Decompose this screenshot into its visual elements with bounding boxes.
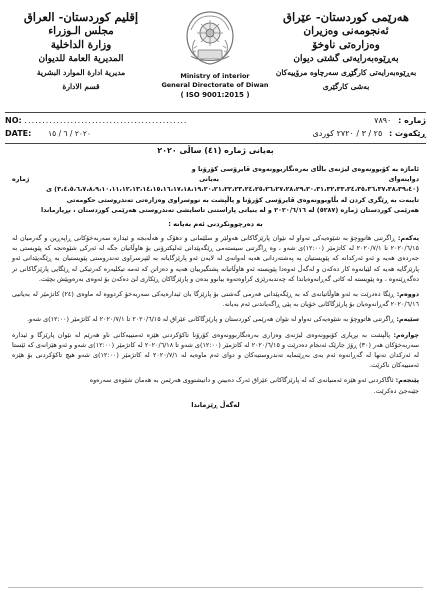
article-5-tail: جێبەجێ دەکرێت. <box>373 386 419 395</box>
article-3-text: ڕاگرتنی هاتووچۆ بە شێوەیەکی تەواو لە نێوان هەرێمی کوردستان و پارێزگاکانی عێراق لە ٢٠٢٠/٦/١٥ تا ٢٠٢٠/٧/١ لە کاتژمێر (١٢:٠٠)ی شەو. <box>27 315 397 324</box>
intro-line: ئاماژە بە کۆبوونەوەی لیژنەی باڵای بەرەنگاربوونەوەی ڤایرۆسی کۆرۆنا و <box>191 165 419 173</box>
article-2-text: ڕێگا دەدرێت بە ئەو هاوڵاتیانەی کە بە ڕێگەپێدانی فەرمی گەشتی بۆ پارێزگا بان ئیدارەیەکی سەربەخۆ کردووە لە ماوەی (٢٤) کاتژمێر لە بەیانیی ٢٠٢٠/٦/١٦ گەڕانەوەیان بۆ پارێزگاکانی خۆیان بە پێی ڕاگەیاندنی ئەم بەیانە. <box>12 290 419 309</box>
header-kurdish-line: بەشی کارگێری <box>322 82 370 91</box>
directorate-name-en: General Directorate of Diwan <box>161 81 269 89</box>
ref-number-ku <box>374 116 426 125</box>
closing-salutation: لەگەڵ ڕێزماندا <box>191 400 240 409</box>
kurdistan-emblem-icon <box>181 6 239 68</box>
ref-no-label: NO: <box>5 116 22 125</box>
document-body <box>12 146 419 414</box>
footer-divider <box>8 587 423 588</box>
reference-block <box>5 114 426 144</box>
intro-paragraph <box>12 164 419 215</box>
ministry-caption <box>150 72 280 100</box>
ref-no <box>5 116 187 125</box>
ref-date-ku-value: ٢٥ / ٣ / ٢٧٢٠ کوردی <box>312 129 383 138</box>
header-kurdish-line: بەڕێوەبەرایەتی کارگێڕی سەرچاوە مرۆییەکان <box>275 68 417 77</box>
article-2-lead: دووەم: <box>396 290 419 299</box>
header-kurdish-line: بەڕێوەبەرایەتی گشتی دیوان <box>293 54 399 64</box>
ref-number-label: ژمارە : <box>398 116 426 125</box>
header-arabic-line: مجلس الـوزراء <box>48 25 114 37</box>
intro-line: دواینەوای بەیانی ژمارە (٣،٤،٥،٦،٧،٨،٩،١٠،١١،١٢،١٣،١٤،١٥،١٦،١٧،١٨،١٩،٢٠،٢١،٢٢،٢٣،٢٤،٢٥،٢٦،٢٧،٢٨،٢٩،٣٠،٣١،٣٢،٣٣،٣٤،٣٥،٣٦،٣٧،٣٨،٣٩،٤٠) ی <box>12 175 419 194</box>
header-arabic-line: المديرية العامة للديوان <box>38 54 124 64</box>
ref-no-dots: .............................................. <box>24 116 188 125</box>
ministry-name-en: Ministry of interior <box>180 72 250 80</box>
header-arabic <box>6 10 156 94</box>
intro-line: هەرێمی کوردستان ژمارە (٥٢٨٧) لە ٢٠٢٠/٦/١٦ و لە بنیاتی پاراستنی تاسایشی تەندروستی هەرێمی کوردستان ، بڕیارماندا <box>40 205 419 214</box>
header-kurdish-line: هەرێمی کوردستان- عێراق <box>283 10 409 24</box>
reference-divider <box>5 143 426 144</box>
ref-date-value: ٢٠٢٠ / ٦ / ١٥ <box>48 129 91 138</box>
article-4-lead: چوارەم: <box>393 330 419 339</box>
header-kurdish-line: ئەنجومەنی وەزیران <box>303 25 389 37</box>
article-3-lead: سێیەم: <box>396 315 419 324</box>
ref-date-ku-label: ڕێکەوت : <box>389 129 426 138</box>
ref-date-label: DATE: <box>5 129 32 138</box>
article-5-text: ئاگاکردنی ئەو هێزە ئەمنیانەی کە لە پارێزگاکانی عێراق ئەرک دەبینن و داتیشتووی هەرێمن بە هەمان شێوەی سەرەوە <box>89 376 396 385</box>
article-5-lead: پێنجەم: <box>395 376 419 385</box>
intro-line: تایبەت بە ڕێگری کردن لە بڵاوبوونەوەی ڤایرۆسی کۆرۆنا و پاڵپشت بە نووسراوی وەزارەتی تەندروستی حکومەتی <box>66 195 419 204</box>
ref-date-ku <box>312 129 426 138</box>
ref-date <box>5 129 91 138</box>
intro-conclusion: بە دەرچوونکردنی ئەم بەیانە : <box>168 220 263 229</box>
article-1-lead: یەکەم: <box>397 234 419 243</box>
header-divider <box>5 112 426 113</box>
header-arabic-line: مديرية ادارة الموارد البشرية <box>36 68 126 77</box>
article-1-text: ڕاگرتنی هاتووچۆ بە شێوەیەکی تەواو لە نێوان پارێزگاکانی هەولێر و سلێمانی و دهۆک و هەڵەبجە و ئیدارە سەربەخۆکانی ڕاپەڕین و گەرمیان لە ٢٠٢٠/٦/١٥ تا ٢٠٢٠/٧/١ لە کاتژمێر (١٢:٠٠)ی شەو ، وە ڕاگرتنی سیستەمی ڕێگەپێدانی ئەلیکترۆنی بۆ هاوڵاتیان جگە لە ئەرکی شێوەنجە کە پێویستی بە جەردەی هەیە و ئەو ئەرکدانە کە پێویستیان بە پەشتەردانی هەیە لەوانەی لە لایەن ئەو پارێزگایانە بە لێپرسراوی تەندروستی پێویستیان بە ڕێگەپێدانی ئەو پارێزگایە هەیە کە لێیانەوە کار دەکەن و لەگەڵ ئەوەدا پێویستە ئەو هاوڵاتیانە پشتگیرییان هەیە و دەزانن کە ئەمە تیکلیەرە کەرتیکی لە ڕێگایی پارێزگاکانی تر دەگەڕێنەوە ، وە پێویستە لە کاتی گەڕانەوەیاندا کە چەندبەرێزی کراوەتەوە بیانوو بدەن و پارێزگاکان ڕێکاری لێ دەکەن بۆ ئەوەی بەرەوپێش بچێت. <box>12 234 419 283</box>
iso-badge: ( ISO 9001:2015 ) <box>180 91 250 99</box>
header-arabic-line: إقليم كوردستان- العراق <box>23 10 139 24</box>
article-2 <box>12 289 419 309</box>
ref-number-value: ٧٨٩٠ <box>374 116 392 125</box>
article-4 <box>12 330 419 371</box>
article-5 <box>12 375 419 395</box>
header-kurdish <box>267 10 425 94</box>
statement-title: بەیانی ژمارە (٤١) ساڵی ٢٠٢٠ <box>157 146 274 155</box>
header-kurdish-line: وەزارەتی ناوخۆ <box>312 39 380 51</box>
article-3 <box>12 314 419 324</box>
header-arabic-line: وزارة الداخلية <box>50 39 112 51</box>
article-1 <box>12 233 419 284</box>
header-arabic-line: قسم الادارة <box>62 82 100 91</box>
article-4-text: پاڵپشت بە بڕیاری کۆبوونەوەی لیژنەی وەزاری بەرەنگاربوونەوەی کۆرۆنا تاکۆکردنی هێزە ئەمنییەکانی ناو هەرێم لە نێوان پارێزگا و ئیدارە سەربەخۆکان هەر (٣٠) ڕۆژ جارێک ئەنجام دەدرێت و ٢٠٢٠/٦/١٥ لە کاتژمێر (١٢:٠٠)ی شەو تا ٢٠٢٠/٦/١٨ لە کاتژمێر (١٢:٠٠)ی شەو و ئەو هێزانەی کە ئێستا لە ئەرکدان تەنها لە گەڕانەوە ئەم بەی بەڕێنمایە تەندروستیەکان و دوای ئەم ماوەیە لە ٢٠٢٠/٧/١ لە کاتژمێر (١٢:٠٠)ی شەو هیچ تاکۆکردنی بۆ هێزە ئەمنییەکان ناکرێت. <box>12 330 419 370</box>
